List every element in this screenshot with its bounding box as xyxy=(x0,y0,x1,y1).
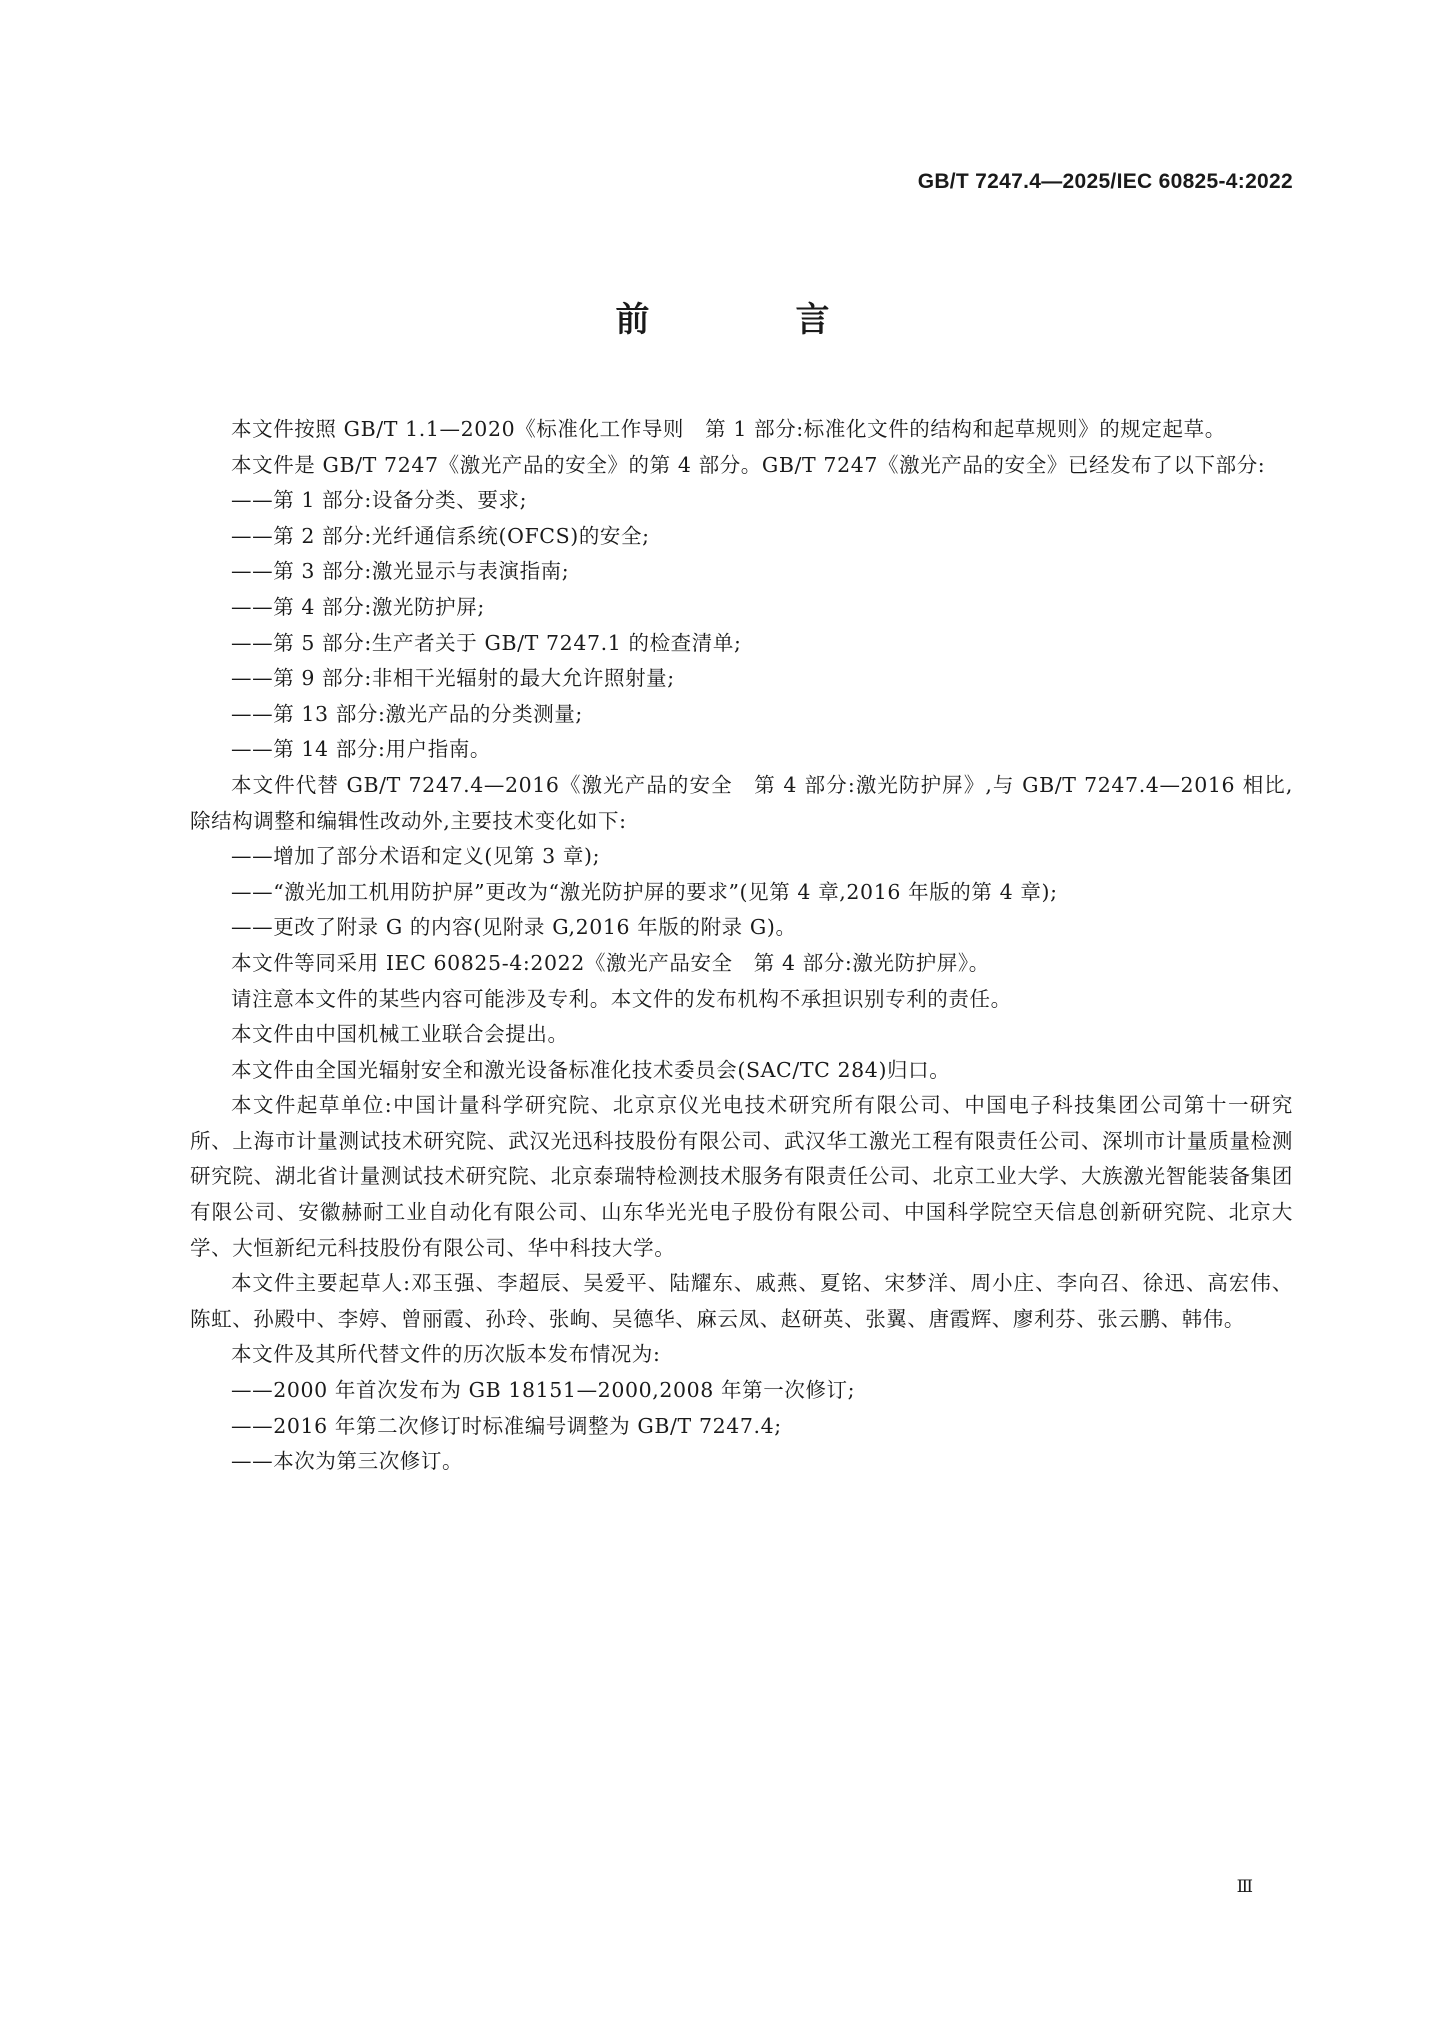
paragraph-drafting-units: 本文件起草单位:中国计量科学研究院、北京京仪光电技术研究所有限公司、中国电子科技集团公司第十一研究所、上海市计量测试技术研究院、武汉光迅科技股份有限公司、武汉华工激光工程有限责任公司、深圳市计量质量检测研究院、湖北省计量测试技术研究院、北京泰瑞特检测技术服务有限责任公司、北京工业大学、大族激光智能装备集团有限公司、安徽赫耐工业自动化有限公司、山东华光光电子股份有限公司、中国科学院空天信息创新研究院、北京大学、大恒新纪元科技股份有限公司、华中科技大学。 xyxy=(190,1093,1293,1260)
document-code: GB/T 7247.4—2025/IEC 60825-4:2022 xyxy=(917,170,1293,193)
paragraph-technical-committee: 本文件由全国光辐射安全和激光设备标准化技术委员会(SAC/TC 284)归口。 xyxy=(231,1057,951,1082)
list-item: ——“激光加工机用防护屏”更改为“激光防护屏的要求”(见第 4 章,2016 年版的第 4 章); xyxy=(231,879,1058,904)
parts-list xyxy=(190,483,1293,768)
paragraph-equivalence: 本文件等同采用 IEC 60825-4:2022《激光产品安全 第 4 部分:激光防护屏》。 xyxy=(231,950,990,975)
paragraph-series-info: 本文件是 GB/T 7247《激光产品的安全》的第 4 部分。GB/T 7247《激光产品的安全》已经发布了以下部分: xyxy=(231,452,1266,477)
list-item: ——第 1 部分:设备分类、要求; xyxy=(231,488,528,513)
page-title: 前 言 xyxy=(615,300,886,340)
list-item: ——2000 年首次发布为 GB 18151—2000,2008 年第一次修订; xyxy=(231,1378,856,1403)
list-item: ——第 2 部分:光纤通信系统(OFCS)的安全; xyxy=(231,523,650,548)
list-item: ——第 9 部分:非相干光辐射的最大允许照射量; xyxy=(231,666,675,691)
list-item: ——本次为第三次修订。 xyxy=(231,1449,464,1474)
changes-list xyxy=(190,839,1293,946)
list-item: ——第 14 部分:用户指南。 xyxy=(231,737,492,762)
list-item: ——第 13 部分:激光产品的分类测量; xyxy=(231,701,583,726)
paragraph-version-history: 本文件及其所代替文件的历次版本发布情况为: xyxy=(231,1342,661,1367)
list-item: ——2016 年第二次修订时标准编号调整为 GB/T 7247.4; xyxy=(231,1413,782,1438)
list-item: ——增加了部分术语和定义(见第 3 章); xyxy=(231,844,601,869)
paragraph-replacement: 本文件代替 GB/T 7247.4—2016《激光产品的安全 第 4 部分:激光防护屏》,与 GB/T 7247.4—2016 相比,除结构调整和编辑性改动外,主要技术变化如下: xyxy=(190,772,1293,833)
list-item: ——第 3 部分:激光显示与表演指南; xyxy=(231,559,570,584)
list-item: ——第 5 部分:生产者关于 GB/T 7247.1 的检查清单; xyxy=(231,630,742,655)
paragraph-proposer: 本文件由中国机械工业联合会提出。 xyxy=(231,1022,569,1047)
foreword-body xyxy=(190,412,1293,1480)
paragraph-patent-notice: 请注意本文件的某些内容可能涉及专利。本文件的发布机构不承担识别专利的责任。 xyxy=(231,986,1012,1011)
paragraph-drafting-basis: 本文件按照 GB/T 1.1—2020《标准化工作导则 第 1 部分:标准化文件的结构和起草规则》的规定起草。 xyxy=(231,417,1226,441)
list-item: ——更改了附录 G 的内容(见附录 G,2016 年版的附录 G)。 xyxy=(231,915,797,940)
paragraph-drafters: 本文件主要起草人:邓玉强、李超辰、吴爱平、陆耀东、戚燕、夏铭、宋梦洋、周小庄、李向召、徐迅、高宏伟、陈虹、孙殿中、李婷、曾丽霞、孙玲、张峋、吴德华、麻云凤、赵研英、张翼、唐霞辉、廖利芬、张云鹏、韩伟。 xyxy=(190,1271,1293,1331)
page-number: Ⅲ xyxy=(1236,1877,1253,1897)
history-list xyxy=(190,1373,1293,1480)
list-item: ——第 4 部分:激光防护屏; xyxy=(231,594,485,619)
